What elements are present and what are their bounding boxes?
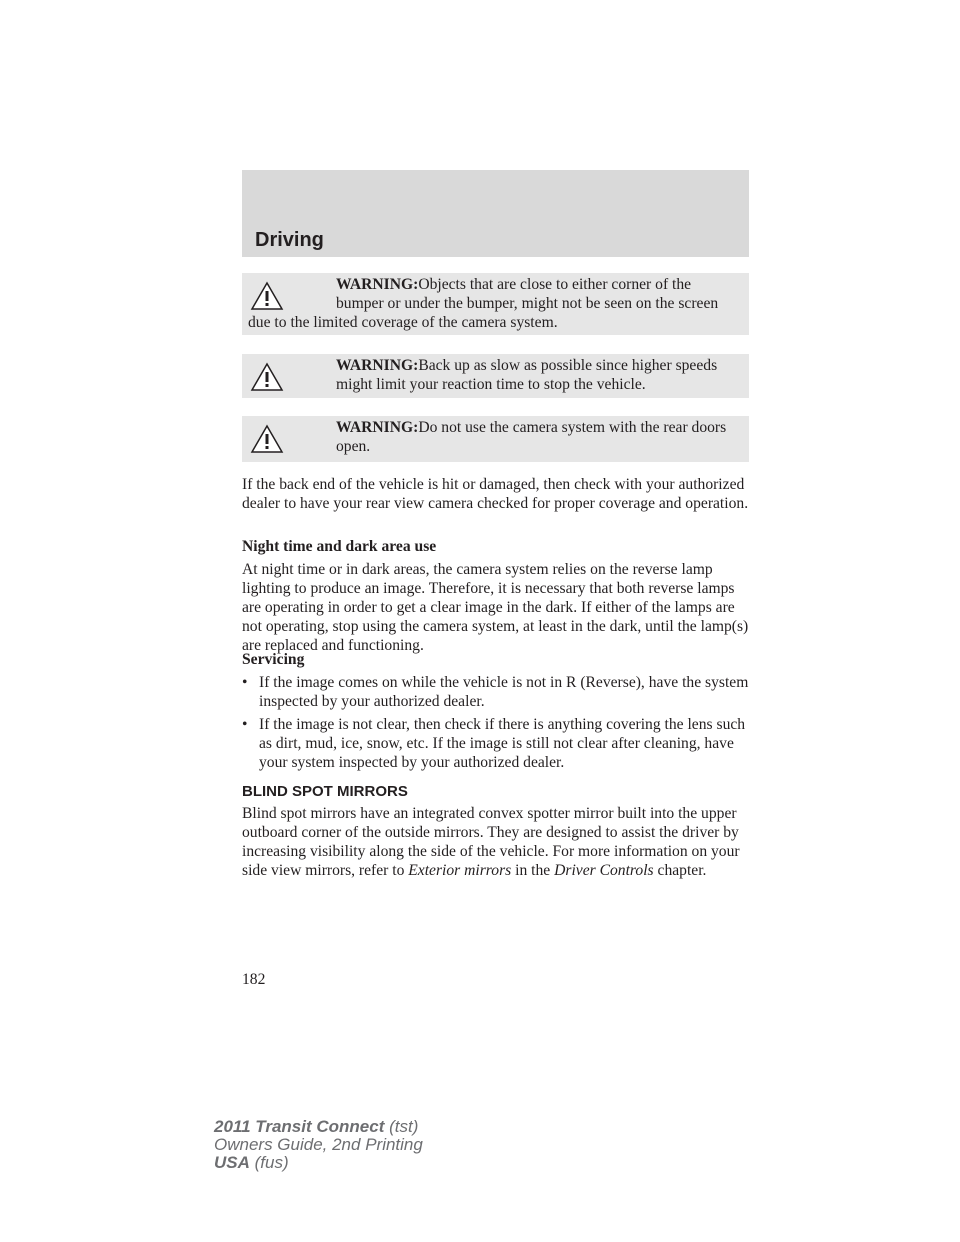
damage-paragraph: If the back end of the vehicle is hit or damaged, then check with your authorized dealer to have your rear view camera checked for proper coverage and operation. (242, 476, 749, 512)
warning-box (242, 273, 749, 335)
blind-spot-paragraph: Blind spot mirrors have an integrated convex spotter mirror built into the upper outboard corner of the outside mirrors. They are designed to assist the driver by increasing visibility along the side of the vehicle. For more information on your side view mirrors, refer to Exterior mirrors in the Driver Controls chapter. (242, 805, 740, 879)
servicing-heading: Servicing (242, 651, 305, 668)
bullet-marker: • (242, 716, 248, 733)
warning-text: WARNING:Back up as slow as possible since higher speeds might limit your reaction time to stop the vehicle. (336, 357, 718, 393)
bullet-marker: • (242, 674, 248, 691)
night-paragraph: At night time or in dark areas, the camera system relies on the reverse lamp lighting to produce an image. Therefore, it is necessary that both reverse lamps are operating in order to get a clear image in the dark. If either of the lamps are not operating, stop using the camera system, at least in the dark, until the lamp(s) are replaced and functioning. (242, 561, 749, 654)
section-title: Driving (255, 229, 324, 251)
warning-box (242, 354, 749, 398)
blind-spot-heading: BLIND SPOT MIRRORS (242, 783, 408, 800)
driver-controls-reference: Driver Controls (554, 862, 654, 879)
bullet-text: If the image is not clear, then check if there is anything covering the lens such as dirt, mud, ice, snow, etc. If the image is still not clear after cleaning, have your system inspected by your authorized dealer. (259, 716, 746, 771)
warning-text: WARNING:Do not use the camera system with the rear doors open. (336, 419, 727, 455)
section-header-band (242, 170, 749, 257)
night-heading: Night time and dark area use (242, 538, 437, 555)
list-item (242, 715, 752, 772)
warning-triangle-icon (250, 424, 284, 454)
warning-box (242, 416, 749, 462)
warning-triangle-icon (250, 281, 284, 311)
page-number: 182 (242, 971, 266, 988)
warning-text: WARNING:Objects that are close to either corner of the bumper or under the bumper, might not be seen on the screen due to the limited coverage of the camera system. (248, 276, 719, 331)
exterior-mirrors-reference: Exterior mirrors (408, 862, 512, 879)
print-footer: 2011 Transit Connect (tst) Owners Guide, 2nd Printing USA (fus) (214, 1117, 423, 1172)
list-item (242, 673, 752, 711)
warning-triangle-icon (250, 362, 284, 392)
bullet-text: If the image comes on while the vehicle is not in R (Reverse), have the system inspected by your authorized dealer. (259, 674, 749, 710)
